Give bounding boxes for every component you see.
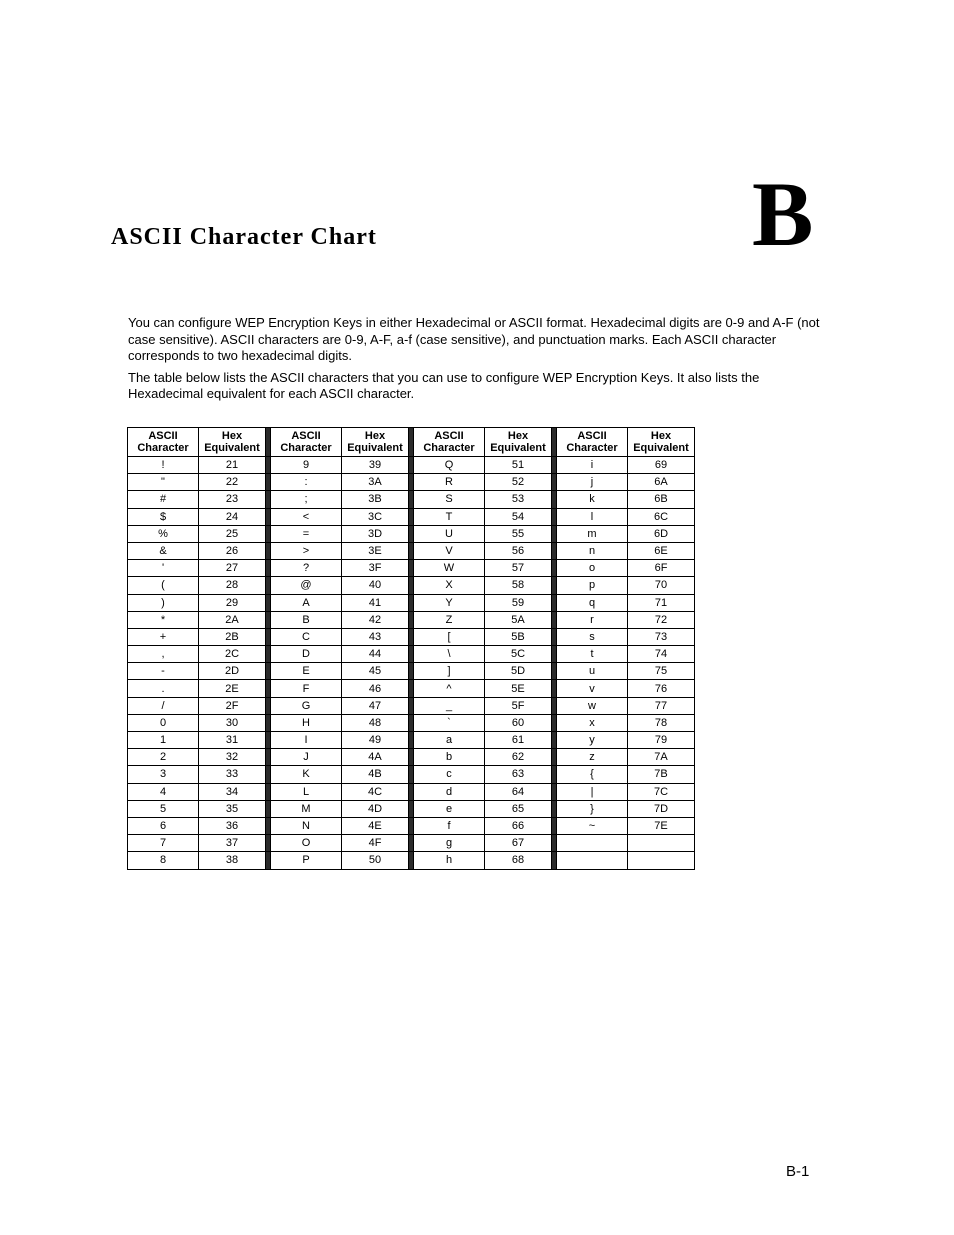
- hex-equivalent-cell: 4C: [342, 783, 409, 800]
- hex-equivalent-cell: 6A: [628, 474, 695, 491]
- header-label: Hex: [650, 429, 672, 442]
- header-ascii-character: [557, 428, 628, 457]
- hex-equivalent-cell: 74: [628, 646, 695, 663]
- ascii-character-cell: g: [414, 835, 485, 852]
- header-ascii-character: [271, 428, 342, 457]
- hex-equivalent-cell: 7E: [628, 817, 695, 834]
- hex-equivalent-cell: 4A: [342, 749, 409, 766]
- hex-equivalent-cell: 5A: [485, 611, 552, 628]
- ascii-character-cell: k: [557, 491, 628, 508]
- hex-equivalent-cell: 3F: [342, 560, 409, 577]
- header-ascii-character: [128, 428, 199, 457]
- ascii-character-cell: R: [414, 474, 485, 491]
- hex-equivalent-cell: 59: [485, 594, 552, 611]
- ascii-character-cell: j: [557, 474, 628, 491]
- ascii-character-cell: d: [414, 783, 485, 800]
- header-label: Character: [566, 442, 618, 454]
- hex-equivalent-cell: 35: [199, 800, 266, 817]
- ascii-character-cell: e: [414, 800, 485, 817]
- ascii-character-cell: Z: [414, 611, 485, 628]
- chapter-letter: B: [752, 163, 812, 265]
- table-row: [128, 594, 695, 611]
- table-row: [128, 525, 695, 542]
- table-row: [128, 457, 695, 474]
- header-hex-equivalent: [485, 428, 552, 457]
- ascii-character-cell: A: [271, 594, 342, 611]
- ascii-character-cell: y: [557, 732, 628, 749]
- hex-equivalent-cell: 38: [199, 852, 266, 869]
- hex-equivalent-cell: 4F: [342, 835, 409, 852]
- hex-equivalent-cell: 6D: [628, 525, 695, 542]
- ascii-character-cell: =: [271, 525, 342, 542]
- ascii-character-cell: *: [128, 611, 199, 628]
- header-label: Equivalent: [347, 442, 403, 454]
- hex-equivalent-cell: 56: [485, 542, 552, 559]
- ascii-character-cell: ;: [271, 491, 342, 508]
- header-hex-equivalent: [342, 428, 409, 457]
- header-ascii-character: [414, 428, 485, 457]
- hex-equivalent-cell: 67: [485, 835, 552, 852]
- ascii-character-cell: ': [128, 560, 199, 577]
- ascii-character-cell: !: [128, 457, 199, 474]
- ascii-character-cell: o: [557, 560, 628, 577]
- ascii-character-cell: `: [414, 714, 485, 731]
- hex-equivalent-cell: 3B: [342, 491, 409, 508]
- ascii-character-cell: +: [128, 628, 199, 645]
- ascii-character-cell: Y: [414, 594, 485, 611]
- ascii-character-cell: x: [557, 714, 628, 731]
- hex-equivalent-cell: 6B: [628, 491, 695, 508]
- ascii-character-cell: t: [557, 646, 628, 663]
- hex-equivalent-cell: 52: [485, 474, 552, 491]
- hex-equivalent-cell: 60: [485, 714, 552, 731]
- hex-equivalent-cell: 70: [628, 577, 695, 594]
- hex-equivalent-cell: 2D: [199, 663, 266, 680]
- hex-equivalent-cell: 51: [485, 457, 552, 474]
- ascii-character-cell: a: [414, 732, 485, 749]
- ascii-character-cell: ^: [414, 680, 485, 697]
- intro-paragraph: You can configure WEP Encryption Keys in either Hexadecimal or ASCII format. Hexadecimal digits are 0-9 and A-F (not case sensitive). ASCII characters are 0-9, A-F, a-f (case sensitive), and punctuation marks. Each ASCII character corresponds to two hexadecimal digits.: [128, 315, 820, 363]
- hex-equivalent-cell: 42: [342, 611, 409, 628]
- ascii-character-cell: q: [557, 594, 628, 611]
- header-label: ASCII: [148, 429, 178, 442]
- ascii-character-cell: [557, 835, 628, 852]
- ascii-character-cell: .: [128, 680, 199, 697]
- hex-equivalent-cell: 5F: [485, 697, 552, 714]
- table-row: [128, 697, 695, 714]
- ascii-character-cell: p: [557, 577, 628, 594]
- hex-equivalent-cell: 6F: [628, 560, 695, 577]
- hex-equivalent-cell: 76: [628, 680, 695, 697]
- header-label: Character: [137, 442, 189, 454]
- header-label: Equivalent: [204, 442, 260, 454]
- ascii-character-cell: {: [557, 766, 628, 783]
- ascii-character-cell: F: [271, 680, 342, 697]
- hex-equivalent-cell: 46: [342, 680, 409, 697]
- hex-equivalent-cell: 55: [485, 525, 552, 542]
- hex-equivalent-cell: 27: [199, 560, 266, 577]
- ascii-character-cell: 7: [128, 835, 199, 852]
- hex-equivalent-cell: 7D: [628, 800, 695, 817]
- ascii-character-cell: W: [414, 560, 485, 577]
- ascii-character-cell: |: [557, 783, 628, 800]
- hex-equivalent-cell: 33: [199, 766, 266, 783]
- hex-equivalent-cell: 72: [628, 611, 695, 628]
- ascii-character-cell: N: [271, 817, 342, 834]
- ascii-character-cell: D: [271, 646, 342, 663]
- hex-equivalent-cell: 58: [485, 577, 552, 594]
- hex-equivalent-cell: 36: [199, 817, 266, 834]
- ascii-character-cell: I: [271, 732, 342, 749]
- ascii-character-cell: 3: [128, 766, 199, 783]
- hex-equivalent-cell: 37: [199, 835, 266, 852]
- hex-equivalent-cell: 5B: [485, 628, 552, 645]
- hex-equivalent-cell: [628, 852, 695, 869]
- table-row: [128, 611, 695, 628]
- ascii-character-cell: 6: [128, 817, 199, 834]
- ascii-character-cell: %: [128, 525, 199, 542]
- header-label: Hex: [221, 429, 243, 442]
- hex-equivalent-cell: 44: [342, 646, 409, 663]
- ascii-character-cell: E: [271, 663, 342, 680]
- ascii-character-cell: O: [271, 835, 342, 852]
- hex-equivalent-cell: 54: [485, 508, 552, 525]
- hex-equivalent-cell: 53: [485, 491, 552, 508]
- ascii-character-cell: J: [271, 749, 342, 766]
- table-row: [128, 766, 695, 783]
- ascii-character-cell: <: [271, 508, 342, 525]
- table-row: [128, 508, 695, 525]
- ascii-character-cell: w: [557, 697, 628, 714]
- header-label: Character: [280, 442, 332, 454]
- hex-equivalent-cell: 30: [199, 714, 266, 731]
- page-number: B-1: [786, 1163, 810, 1180]
- hex-equivalent-cell: [628, 835, 695, 852]
- ascii-character-cell: r: [557, 611, 628, 628]
- ascii-character-cell: X: [414, 577, 485, 594]
- hex-equivalent-cell: 31: [199, 732, 266, 749]
- hex-equivalent-cell: 6C: [628, 508, 695, 525]
- ascii-character-cell: ]: [414, 663, 485, 680]
- hex-equivalent-cell: 22: [199, 474, 266, 491]
- ascii-character-cell: ~: [557, 817, 628, 834]
- hex-equivalent-cell: 4D: [342, 800, 409, 817]
- table-row: [128, 732, 695, 749]
- table-row: [128, 474, 695, 491]
- hex-equivalent-cell: 78: [628, 714, 695, 731]
- hex-equivalent-cell: 2C: [199, 646, 266, 663]
- hex-equivalent-cell: 62: [485, 749, 552, 766]
- ascii-character-cell: B: [271, 611, 342, 628]
- hex-equivalent-cell: 29: [199, 594, 266, 611]
- hex-equivalent-cell: 39: [342, 457, 409, 474]
- hex-equivalent-cell: 71: [628, 594, 695, 611]
- hex-equivalent-cell: 45: [342, 663, 409, 680]
- ascii-character-cell: K: [271, 766, 342, 783]
- ascii-character-cell: @: [271, 577, 342, 594]
- hex-equivalent-cell: 79: [628, 732, 695, 749]
- hex-equivalent-cell: 2F: [199, 697, 266, 714]
- ascii-character-cell: f: [414, 817, 485, 834]
- hex-equivalent-cell: 5C: [485, 646, 552, 663]
- hex-equivalent-cell: 64: [485, 783, 552, 800]
- hex-equivalent-cell: 7C: [628, 783, 695, 800]
- ascii-character-cell: l: [557, 508, 628, 525]
- hex-equivalent-cell: 57: [485, 560, 552, 577]
- table-row: [128, 749, 695, 766]
- header-label: Equivalent: [490, 442, 546, 454]
- hex-equivalent-cell: 7A: [628, 749, 695, 766]
- header-label: ASCII: [291, 429, 321, 442]
- ascii-character-cell: L: [271, 783, 342, 800]
- hex-equivalent-cell: 25: [199, 525, 266, 542]
- hex-equivalent-cell: 7B: [628, 766, 695, 783]
- table-row: [128, 714, 695, 731]
- ascii-character-cell: u: [557, 663, 628, 680]
- ascii-character-cell: v: [557, 680, 628, 697]
- hex-equivalent-cell: 77: [628, 697, 695, 714]
- hex-equivalent-cell: 26: [199, 542, 266, 559]
- header-label: ASCII: [434, 429, 464, 442]
- ascii-character-cell: n: [557, 542, 628, 559]
- ascii-character-cell: >: [271, 542, 342, 559]
- hex-equivalent-cell: 3E: [342, 542, 409, 559]
- hex-equivalent-cell: 50: [342, 852, 409, 869]
- hex-equivalent-cell: 68: [485, 852, 552, 869]
- table-row: [128, 783, 695, 800]
- header-label: Character: [423, 442, 475, 454]
- hex-equivalent-cell: 73: [628, 628, 695, 645]
- table-row: [128, 577, 695, 594]
- hex-equivalent-cell: 3A: [342, 474, 409, 491]
- header-label: ASCII: [577, 429, 607, 442]
- hex-equivalent-cell: 69: [628, 457, 695, 474]
- hex-equivalent-cell: 6E: [628, 542, 695, 559]
- hex-equivalent-cell: 23: [199, 491, 266, 508]
- table-row: [128, 542, 695, 559]
- table-row: [128, 800, 695, 817]
- hex-equivalent-cell: 2A: [199, 611, 266, 628]
- table-row: [128, 560, 695, 577]
- hex-equivalent-cell: 5D: [485, 663, 552, 680]
- table-row: [128, 852, 695, 869]
- hex-equivalent-cell: 4E: [342, 817, 409, 834]
- ascii-character-cell: c: [414, 766, 485, 783]
- ascii-character-cell: Q: [414, 457, 485, 474]
- hex-equivalent-cell: 4B: [342, 766, 409, 783]
- ascii-character-cell: z: [557, 749, 628, 766]
- ascii-character-cell: b: [414, 749, 485, 766]
- table-row: [128, 646, 695, 663]
- ascii-character-cell: H: [271, 714, 342, 731]
- hex-equivalent-cell: 28: [199, 577, 266, 594]
- hex-equivalent-cell: 65: [485, 800, 552, 817]
- ascii-character-cell: S: [414, 491, 485, 508]
- ascii-character-cell: h: [414, 852, 485, 869]
- ascii-character-cell: \: [414, 646, 485, 663]
- hex-equivalent-cell: 43: [342, 628, 409, 645]
- table-row: [128, 680, 695, 697]
- hex-equivalent-cell: 40: [342, 577, 409, 594]
- table-row: [128, 817, 695, 834]
- ascii-character-cell: _: [414, 697, 485, 714]
- ascii-character-cell: ,: [128, 646, 199, 663]
- ascii-character-cell: s: [557, 628, 628, 645]
- hex-equivalent-cell: 63: [485, 766, 552, 783]
- intro-text: [128, 315, 828, 408]
- ascii-character-cell: [557, 852, 628, 869]
- hex-equivalent-cell: 3D: [342, 525, 409, 542]
- hex-equivalent-cell: 48: [342, 714, 409, 731]
- hex-equivalent-cell: 5E: [485, 680, 552, 697]
- hex-equivalent-cell: 2B: [199, 628, 266, 645]
- ascii-character-cell: ?: [271, 560, 342, 577]
- ascii-character-cell: :: [271, 474, 342, 491]
- ascii-table: [127, 427, 695, 870]
- hex-equivalent-cell: 3C: [342, 508, 409, 525]
- ascii-character-cell: $: [128, 508, 199, 525]
- header-label: Hex: [364, 429, 386, 442]
- hex-equivalent-cell: 21: [199, 457, 266, 474]
- ascii-character-cell: ): [128, 594, 199, 611]
- ascii-character-cell: 4: [128, 783, 199, 800]
- hex-equivalent-cell: 34: [199, 783, 266, 800]
- ascii-character-cell: U: [414, 525, 485, 542]
- header-label: Hex: [507, 429, 529, 442]
- ascii-character-cell: m: [557, 525, 628, 542]
- hex-equivalent-cell: 66: [485, 817, 552, 834]
- ascii-character-cell: P: [271, 852, 342, 869]
- hex-equivalent-cell: 32: [199, 749, 266, 766]
- ascii-character-cell: 8: [128, 852, 199, 869]
- header-hex-equivalent: [628, 428, 695, 457]
- header-hex-equivalent: [199, 428, 266, 457]
- table-header-row: [128, 428, 695, 457]
- ascii-character-cell: i: [557, 457, 628, 474]
- ascii-character-cell: ": [128, 474, 199, 491]
- hex-equivalent-cell: 75: [628, 663, 695, 680]
- ascii-character-cell: -: [128, 663, 199, 680]
- ascii-character-cell: 2: [128, 749, 199, 766]
- hex-equivalent-cell: 47: [342, 697, 409, 714]
- ascii-character-cell: 9: [271, 457, 342, 474]
- ascii-character-cell: M: [271, 800, 342, 817]
- ascii-character-cell: (: [128, 577, 199, 594]
- ascii-character-cell: #: [128, 491, 199, 508]
- table-row: [128, 628, 695, 645]
- table-row: [128, 663, 695, 680]
- ascii-character-cell: 1: [128, 732, 199, 749]
- ascii-character-cell: }: [557, 800, 628, 817]
- table-row: [128, 835, 695, 852]
- hex-equivalent-cell: 61: [485, 732, 552, 749]
- ascii-character-cell: 0: [128, 714, 199, 731]
- header-label: Equivalent: [633, 442, 689, 454]
- hex-equivalent-cell: 2E: [199, 680, 266, 697]
- ascii-character-cell: V: [414, 542, 485, 559]
- ascii-character-cell: 5: [128, 800, 199, 817]
- ascii-character-cell: T: [414, 508, 485, 525]
- intro-paragraph: The table below lists the ASCII characters that you can use to configure WEP Encryption Keys. It also lists the Hexadecimal equivalent for each ASCII character.: [128, 369, 760, 401]
- ascii-character-cell: C: [271, 628, 342, 645]
- ascii-character-cell: G: [271, 697, 342, 714]
- table-row: [128, 491, 695, 508]
- ascii-character-cell: /: [128, 697, 199, 714]
- hex-equivalent-cell: 24: [199, 508, 266, 525]
- ascii-character-cell: &: [128, 542, 199, 559]
- hex-equivalent-cell: 41: [342, 594, 409, 611]
- ascii-character-cell: [: [414, 628, 485, 645]
- hex-equivalent-cell: 49: [342, 732, 409, 749]
- page-title: ASCII Character Chart: [111, 224, 377, 250]
